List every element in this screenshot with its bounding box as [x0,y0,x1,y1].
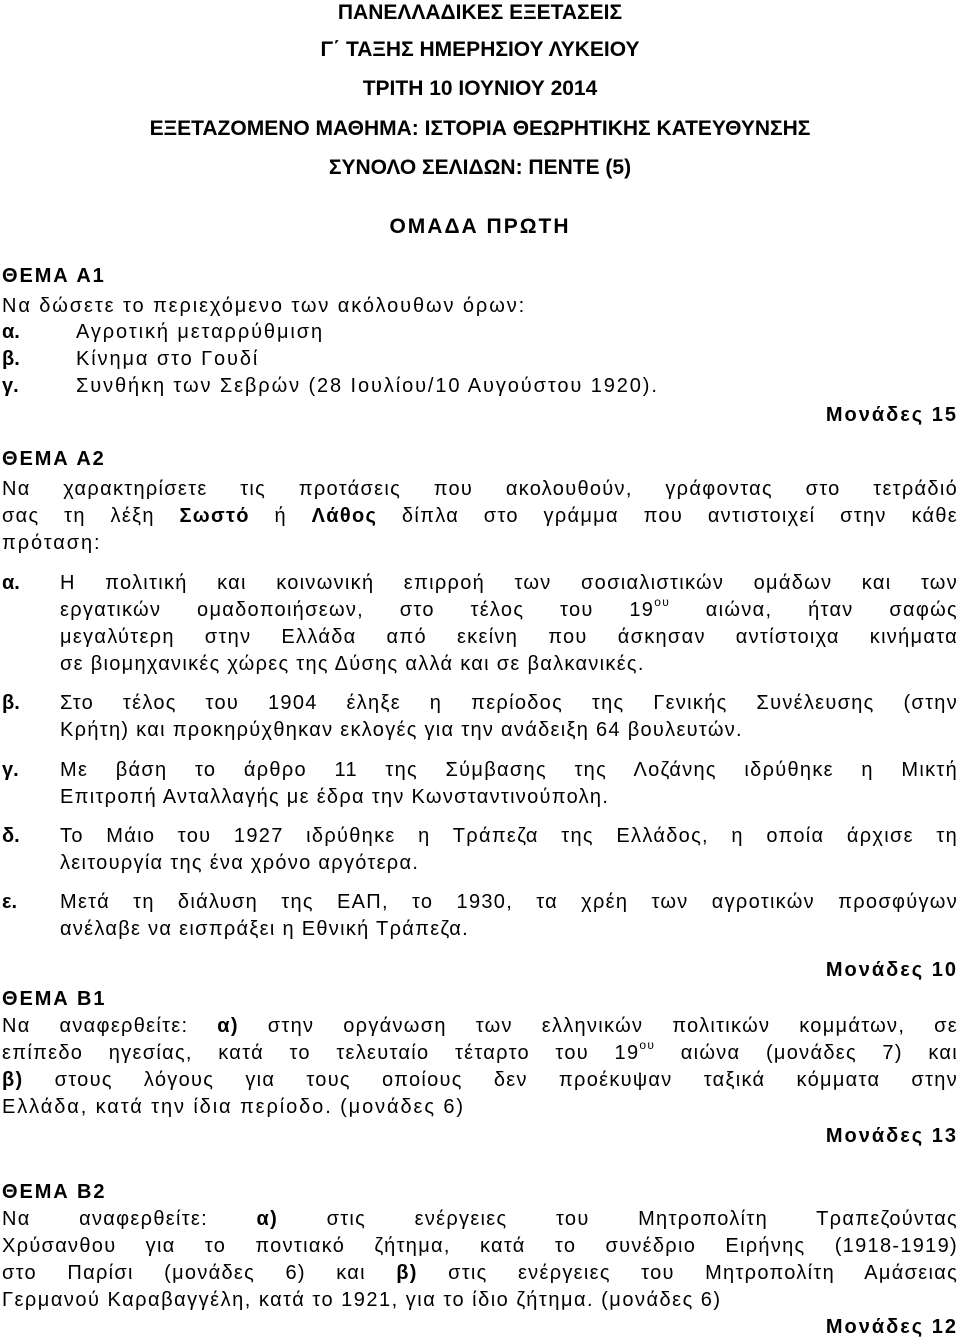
a2-intro-text: δίπλα στο γράμμα που αντιστοιχεί στην κάθε [377,505,959,527]
a2-statement-line [60,595,958,622]
a2-statement-line: ανέλαβε να εισπράξει η Εθνική Τράπεζα. [60,918,469,940]
a2-statement-line: Μετά τη διάλυση της ΕΑΠ, το 1930, τα χρέη των αγροτικών προσφύγων [60,891,958,913]
topic-a2-title: ΘΕΜΑ Α2 [2,448,106,470]
header-date: ΤΡΙΤΗ 10 ΙΟΥΝΙΟΥ 2014 [362,77,598,100]
correct-word: Σωστό [179,505,250,527]
a2-statement-line: Κρήτη) και προκηρύχθηκαν εκλογές για την ανάδειξη 64 βουλευτών. [60,719,743,741]
group-title: ΟΜΑΔΑ ΠΡΩΤΗ [389,215,571,238]
a2-statement-label: β. [2,692,20,714]
b1-line [2,1014,958,1038]
a2-statement-text: αιώνα, ήταν σαφώς [670,599,958,621]
a1-item-label: γ. [2,375,19,397]
b1-marks: Μονάδες 13 [825,1125,958,1147]
b2-text: στο Παρίσι (μονάδες 6) και [2,1262,397,1284]
header-exams: ΠΑΝΕΛΛΑΔΙΚΕΣ ΕΞΕΤΑΣΕΙΣ [337,1,623,24]
a2-statement-label: γ. [2,759,19,781]
a2-intro-line: πρόταση: [2,532,102,554]
b1-text: Να αναφερθείτε: [2,1015,218,1037]
wrong-word: Λάθος [311,505,378,527]
a1-item-label: β. [2,348,20,370]
a1-item-text: Συνθήκη των Σεβρών (28 Ιουλίου/10 Αυγούστου 1920). [76,375,659,397]
a2-statement-line: σε βιομηχανικές χώρες της Δύσης αλλά και σε βαλκανικές. [60,653,645,675]
ordinal-suffix: ου [639,1038,656,1052]
a2-statement-label: ε. [2,891,18,913]
topic-b2-title: ΘΕΜΑ Β2 [2,1181,107,1203]
b2-line: Γερμανού Καραβαγγέλη, κατά το 1921, για το ίδιο ζήτημα. (μονάδες 6) [2,1289,722,1311]
a2-statement-line: Το Μάιο του 1927 ιδρύθηκε η Τράπεζα της Ελλάδος, η οποία άρχισε τη [60,825,958,847]
a2-statement-line: Στο τέλος του 1904 έληξε η περίοδος της Γενικής Συνέλευσης (στην [60,692,958,714]
topic-a1-intro: Να δώσετε το περιεχόμενο των ακόλουθων όρων: [2,295,527,317]
a2-intro-text: σας τη λέξη [2,505,180,527]
a2-statement-line: Με βάση το άρθρο 11 της Σύμβασης της Λοζάνης ιδρύθηκε η Μικτή [60,759,958,781]
a2-intro-line: Να χαρακτηρίσετε τις προτάσεις που ακολουθούν, γράφοντας στο τετράδιό [2,478,958,500]
b2-text: στις ενέργειες του Μητροπολίτη Αμάσειας [417,1262,959,1284]
b1-line: Ελλάδα, κατά την ίδια περίοδο. (μονάδες 6) [2,1096,465,1118]
a2-intro-text: ή [249,505,312,527]
b2-part-label: α) [256,1208,279,1230]
header-pages: ΣΥΝΟΛΟ ΣΕΛΙΔΩΝ: ΠΕΝΤΕ (5) [328,156,632,179]
a2-statement-line: Η πολιτική και κοινωνική επιρροή των σοσιαλιστικών ομάδων και των [60,572,958,594]
b2-marks: Μονάδες 12 [825,1316,958,1338]
b1-part-label: β) [2,1069,24,1091]
a1-item-text: Κίνημα στο Γουδί [76,348,260,370]
a2-intro-line [2,504,958,528]
b2-line: Χρύσανθου για το ποντιακό ζήτημα, κατά το συνέδριο Ειρήνης (1918-1919) [2,1235,958,1257]
b1-line [2,1068,958,1092]
b1-text: στην οργάνωση των ελληνικών πολιτικών κομμάτων, σε [238,1015,958,1037]
a2-statement-line: Επιτροπή Ανταλλαγής με έδρα την Κωνσταντινούπολη. [60,786,610,808]
b1-line [2,1038,958,1065]
ordinal-suffix: ου [654,595,671,609]
topic-b1-title: ΘΕΜΑ Β1 [2,988,107,1010]
header-subject: ΕΞΕΤΑΖΟΜΕΝΟ ΜΑΘΗΜΑ: ΙΣΤΟΡΙΑ ΘΕΩΡΗΤΙΚΗΣ ΚΑΤΕΥΘΥΝΣΗΣ [149,117,811,140]
b2-part-label: β) [396,1262,418,1284]
a1-item-text: Αγροτική μεταρρύθμιση [76,321,324,343]
a2-statement-text: εργατικών ομαδοποιήσεων, στο τέλος του 19 [60,599,655,621]
header-class: Γ΄ ΤΑΞΗΣ ΗΜΕΡΗΣΙΟΥ ΛΥΚΕΙΟΥ [320,38,640,61]
b2-text: Να αναφερθείτε: [2,1208,257,1230]
b1-text: στους λόγους για τους οποίους δεν προέκυψαν ταξικά κόμματα στην [23,1069,958,1091]
b2-line [2,1261,958,1285]
a1-marks: Μονάδες 15 [825,404,958,426]
b2-text: στις ενέργειες του Μητροπολίτη Τραπεζούντας [278,1208,958,1230]
a2-statement-line: λειτουργία της ένα χρόνο αργότερα. [60,852,420,874]
b1-part-label: α) [217,1015,239,1037]
b1-text: αιώνα (μονάδες 7) και [655,1042,958,1064]
a2-statement-label: α. [2,572,20,594]
a2-statement-line: μεγαλύτερη στην Ελλάδα από εκείνη που άσκησαν αντίστοιχα κινήματα [60,626,958,648]
b2-line [2,1207,958,1231]
b1-text: επίπεδο ηγεσίας, κατά το τελευταίο τέταρτο του 19 [2,1042,640,1064]
a2-marks: Μονάδες 10 [825,959,958,981]
topic-a1-title: ΘΕΜΑ Α1 [2,265,106,287]
a1-item-label: α. [2,321,20,343]
a2-statement-label: δ. [2,825,20,847]
